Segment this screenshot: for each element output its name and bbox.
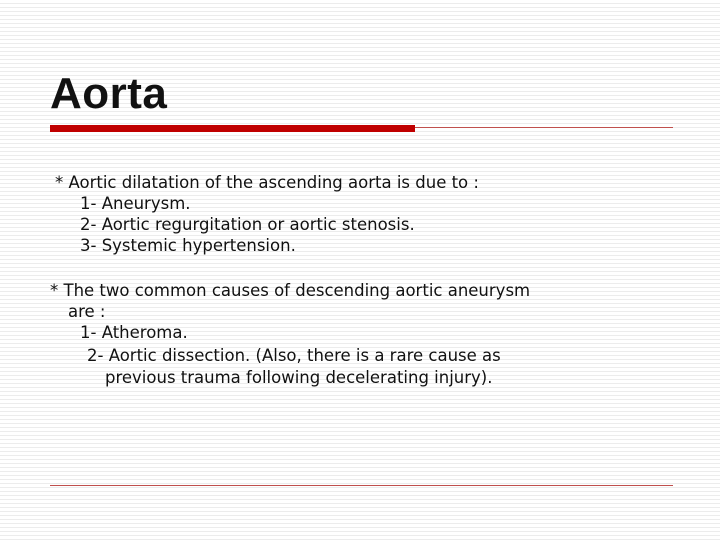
section1-intro: * Aortic dilatation of the ascending aorta is due to :: [55, 173, 479, 192]
section2-item-2-continued: previous trauma following decelerating injury).: [105, 368, 493, 387]
bottom-rule: [50, 485, 673, 486]
section2-item-1: 1- Atheroma.: [80, 323, 188, 342]
title-accent-bar: [50, 125, 415, 132]
section1-item-3: 3- Systemic hypertension.: [80, 236, 296, 255]
section1-item-1: 1- Aneurysm.: [80, 194, 191, 213]
slide-title: Aorta: [50, 69, 168, 118]
title-underline: [415, 127, 673, 128]
section2-intro-line2: are :: [68, 302, 106, 321]
section2-intro-line1: * The two common causes of descending aortic aneurysm: [50, 281, 531, 300]
section2-item-2: 2- Aortic dissection. (Also, there is a rare cause as: [87, 346, 501, 365]
section1-item-2: 2- Aortic regurgitation or aortic stenosis.: [80, 215, 415, 234]
